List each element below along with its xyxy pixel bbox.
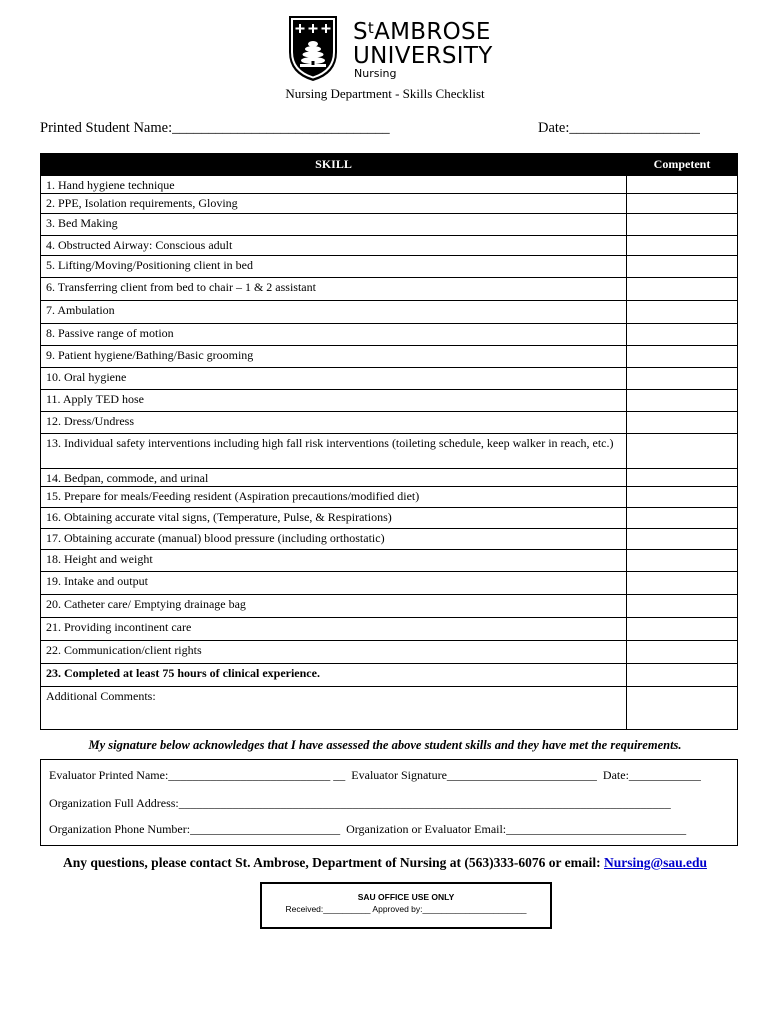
table-row	[41, 641, 738, 664]
office-use-box	[260, 882, 552, 929]
table-row	[41, 469, 738, 487]
additional-comments-cell: Additional Comments:	[41, 687, 627, 730]
table-row	[41, 214, 738, 236]
skill-cell: 21. Providing incontinent care	[41, 618, 627, 641]
student-name-field[interactable]: Printed Student Name:______________________________	[40, 120, 390, 136]
skill-cell: 4. Obstructed Airway: Conscious adult	[41, 236, 627, 256]
table-row	[41, 194, 738, 214]
table-row	[41, 687, 738, 730]
table-row	[41, 508, 738, 529]
table-row	[41, 278, 738, 301]
skill-cell: 6. Transferring client from bed to chair – 1 & 2 assistant	[41, 278, 627, 301]
crest-icon	[287, 14, 339, 82]
competent-checkbox-cell[interactable]	[627, 390, 738, 412]
competent-checkbox-cell[interactable]	[627, 368, 738, 390]
competent-checkbox-cell[interactable]	[627, 469, 738, 487]
table-row	[41, 236, 738, 256]
skill-cell: 2. PPE, Isolation requirements, Gloving	[41, 194, 627, 214]
table-row	[41, 618, 738, 641]
evaluator-line-1[interactable]: Evaluator Printed Name:___________________________ __ Evaluator Signature_________________________ Date:____________	[49, 768, 701, 782]
competent-checkbox-cell[interactable]	[627, 301, 738, 324]
competent-column-header: Competent	[627, 154, 738, 176]
skill-cell: 20. Catheter care/ Emptying drainage bag	[41, 595, 627, 618]
competent-checkbox-cell[interactable]	[627, 278, 738, 301]
skill-cell: 17. Obtaining accurate (manual) blood pressure (including orthostatic)	[41, 529, 627, 550]
table-row	[41, 301, 738, 324]
skill-cell: 8. Passive range of motion	[41, 324, 627, 346]
skill-cell: 18. Height and weight	[41, 550, 627, 572]
skill-cell: 16. Obtaining accurate vital signs, (Temperature, Pulse, & Respirations)	[41, 508, 627, 529]
office-received-line: Received:__________ Approved by:______________________	[285, 904, 527, 914]
table-row	[41, 346, 738, 368]
skill-cell: 13. Individual safety interventions including high fall risk interventions (toileting schedule, keep walker in reach, etc.)	[41, 434, 627, 469]
table-row	[41, 324, 738, 346]
skill-cell: 23. Completed at least 75 hours of clinical experience.	[41, 664, 627, 687]
competent-checkbox-cell[interactable]	[627, 324, 738, 346]
competent-checkbox-cell[interactable]	[627, 572, 738, 595]
competent-checkbox-cell[interactable]	[627, 687, 738, 730]
competent-checkbox-cell[interactable]	[627, 256, 738, 278]
table-row	[41, 256, 738, 278]
competent-checkbox-cell[interactable]	[627, 595, 738, 618]
skill-cell: 15. Prepare for meals/Feeding resident (Aspiration precautions/modified diet)	[41, 487, 627, 508]
table-row	[41, 529, 738, 550]
competent-checkbox-cell[interactable]	[627, 214, 738, 236]
table-row	[41, 176, 738, 194]
competent-checkbox-cell[interactable]	[627, 664, 738, 687]
competent-checkbox-cell[interactable]	[627, 529, 738, 550]
table-row	[41, 412, 738, 434]
skills-table	[40, 153, 738, 730]
skill-cell: 22. Communication/client rights	[41, 641, 627, 664]
competent-checkbox-cell[interactable]	[627, 550, 738, 572]
table-row	[41, 390, 738, 412]
university-name: $S^tAMBROSE$ UNIVERSITY	[353, 19, 493, 69]
contact-text: Any questions, please contact St. Ambrose, Department of Nursing at (563)333-6076 or email:	[63, 855, 604, 870]
competent-checkbox-cell[interactable]	[627, 194, 738, 214]
table-row	[41, 368, 738, 390]
competent-checkbox-cell[interactable]	[627, 487, 738, 508]
skill-cell: 3. Bed Making	[41, 214, 627, 236]
skill-cell: 9. Patient hygiene/Bathing/Basic grooming	[41, 346, 627, 368]
contact-line	[0, 855, 770, 871]
skill-cell: 11. Apply TED hose	[41, 390, 627, 412]
table-row	[41, 434, 738, 469]
competent-checkbox-cell[interactable]	[627, 176, 738, 194]
table-row	[41, 572, 738, 595]
skill-cell: 14. Bedpan, commode, and urinal	[41, 469, 627, 487]
competent-checkbox-cell[interactable]	[627, 346, 738, 368]
date-field[interactable]: Date:__________________	[538, 120, 700, 136]
page-title: Nursing Department - Skills Checklist	[285, 86, 485, 101]
table-row	[41, 487, 738, 508]
skill-cell: 12. Dress/Undress	[41, 412, 627, 434]
competent-checkbox-cell[interactable]	[627, 618, 738, 641]
competent-checkbox-cell[interactable]	[627, 641, 738, 664]
university-subtitle: Nursing	[354, 67, 397, 80]
table-row	[41, 595, 738, 618]
evaluator-line-2[interactable]: Organization Full Address:__________________________________________________________________________________	[49, 796, 671, 810]
table-header-row	[41, 154, 738, 176]
skill-cell: 10. Oral hygiene	[41, 368, 627, 390]
evaluator-box	[40, 759, 738, 846]
email-link[interactable]: Nursing@sau.edu	[604, 855, 707, 870]
evaluator-line-3[interactable]: Organization Phone Number:_________________________ Organization or Evaluator Email:______________________________	[49, 822, 687, 836]
university-logo	[287, 14, 507, 84]
competent-checkbox-cell[interactable]	[627, 434, 738, 469]
skill-column-header: SKILL	[41, 154, 627, 176]
competent-checkbox-cell[interactable]	[627, 236, 738, 256]
table-row	[41, 550, 738, 572]
acknowledgement-text: My signature below acknowledges that I have assessed the above student skills and they have met the requirements.	[88, 738, 682, 752]
skill-cell: 7. Ambulation	[41, 301, 627, 324]
competent-checkbox-cell[interactable]	[627, 508, 738, 529]
skill-cell: 1. Hand hygiene technique	[41, 176, 627, 194]
skill-cell: 19. Intake and output	[41, 572, 627, 595]
table-row	[41, 664, 738, 687]
skill-cell: 5. Lifting/Moving/Positioning client in bed	[41, 256, 627, 278]
office-title: SAU OFFICE USE ONLY	[357, 892, 455, 902]
competent-checkbox-cell[interactable]	[627, 412, 738, 434]
